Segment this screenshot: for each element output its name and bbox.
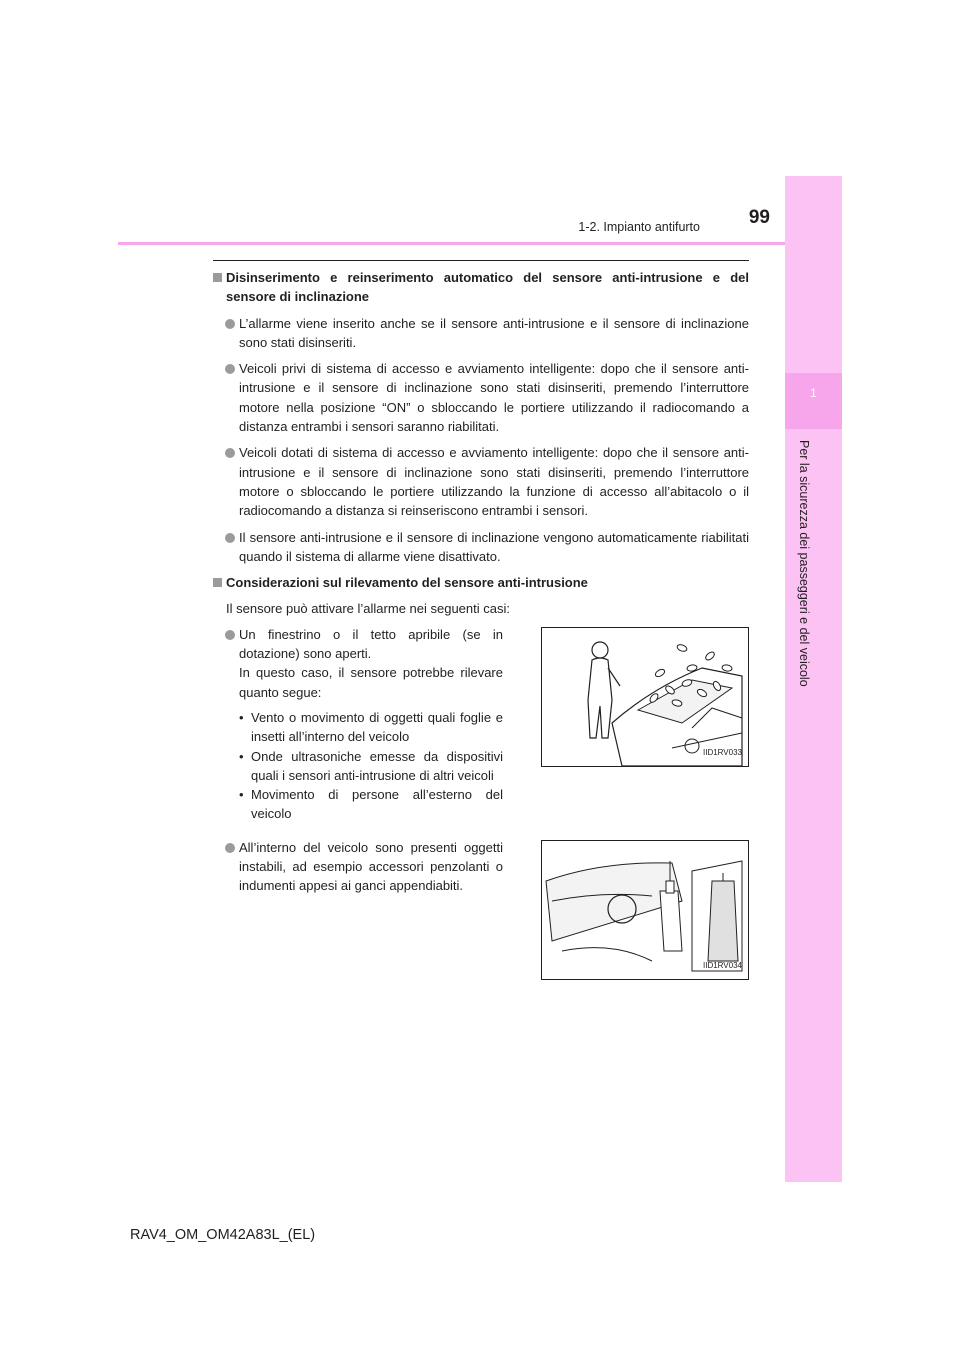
case-text xyxy=(213,838,503,903)
sub-list-item: • Movimento di persone all’esterno del veicolo xyxy=(239,787,503,822)
case-row-hanging-items xyxy=(213,838,749,980)
running-header: 1-2. Impianto antifurto xyxy=(578,220,700,234)
header-rule xyxy=(118,242,785,245)
case-text xyxy=(213,625,503,824)
sub-list-item: • Onde ultrasoniche emesse da dispositivi quali i sensori anti-intrusione di altri veicoli xyxy=(239,748,503,783)
list-item: Il sensore anti-intrusione e il sensore di inclinazione vengono automaticamente riabilitati quando il sistema di allarme viene disattivato. xyxy=(213,528,749,567)
chapter-side-tab xyxy=(785,176,842,1182)
list-item: Veicoli privi di sistema di accesso e avviamento intelligente: dopo che il sensore anti-intrusione e il sensore di inclinazione sono stati disinseriti, premendo l’interruttore motore nella posizione “ON” o sbloccando le portiere utilizzando il radiocomando a distanza entrambi i sensori saranno riabilitati. xyxy=(213,359,749,436)
chapter-title: Per la sicurezza dei passeggeri e del veicolo xyxy=(797,440,811,687)
circle-bullet-icon xyxy=(225,448,235,458)
circle-bullet-icon xyxy=(225,533,235,543)
figure-code: IID1RV034 xyxy=(703,961,742,971)
chapter-tab-marker xyxy=(785,373,842,429)
list-item: L’allarme viene inserito anche se il sensore anti-intrusione e il sensore di inclinazione sono stati disinseriti. xyxy=(213,314,749,353)
section-heading-auto-reset: Disinserimento e reinserimento automatico del sensore anti-intrusione e del sensore di inclinazione xyxy=(213,268,749,307)
circle-bullet-icon xyxy=(225,364,235,374)
square-bullet-icon xyxy=(213,578,222,587)
section-intro: Il sensore può attivare l’allarme nei seguenti casi: xyxy=(226,601,510,617)
section-heading-detection: Considerazioni sul rilevamento del sensore anti-intrusione xyxy=(213,573,749,592)
illustration-open-sunroof xyxy=(541,627,749,767)
list-item: Un finestrino o il tetto apribile (se in dotazione) sono aperti. In questo caso, il sensore potrebbe rilevare quanto segue: xyxy=(213,625,503,702)
list-item: Veicoli dotati di sistema di accesso e avviamento intelligente: dopo che il sensore anti-intrusione e il sensore di inclinazione sono stati disinseriti, premendo l’interruttore motore o sbloccando le portiere utilizzando la funzione di accesso all’abitacolo o il radiocomando a distanza si reinseriscono entrambi i sensori. xyxy=(213,443,749,520)
case-row-open-window xyxy=(213,625,749,824)
illustration-car-interior xyxy=(541,840,749,980)
chapter-number: 1 xyxy=(810,386,817,400)
circle-bullet-icon xyxy=(225,843,235,853)
list-item: All’interno del veicolo sono presenti oggetti instabili, ad esempio accessori penzolanti o indumenti appesi ai ganci appendiabiti. xyxy=(213,838,503,896)
circle-bullet-icon xyxy=(225,319,235,329)
square-bullet-icon xyxy=(213,273,222,282)
circle-bullet-icon xyxy=(225,630,235,640)
content-top-rule xyxy=(213,260,749,261)
page-number: 99 xyxy=(748,207,770,228)
document-code: RAV4_OM_OM42A83L_(EL) xyxy=(130,1227,316,1243)
page-content xyxy=(213,268,749,980)
sub-list-item: • Vento o movimento di oggetti quali foglie e insetti all’interno del veicolo xyxy=(239,709,503,745)
figure-code: IID1RV033 xyxy=(703,748,742,758)
